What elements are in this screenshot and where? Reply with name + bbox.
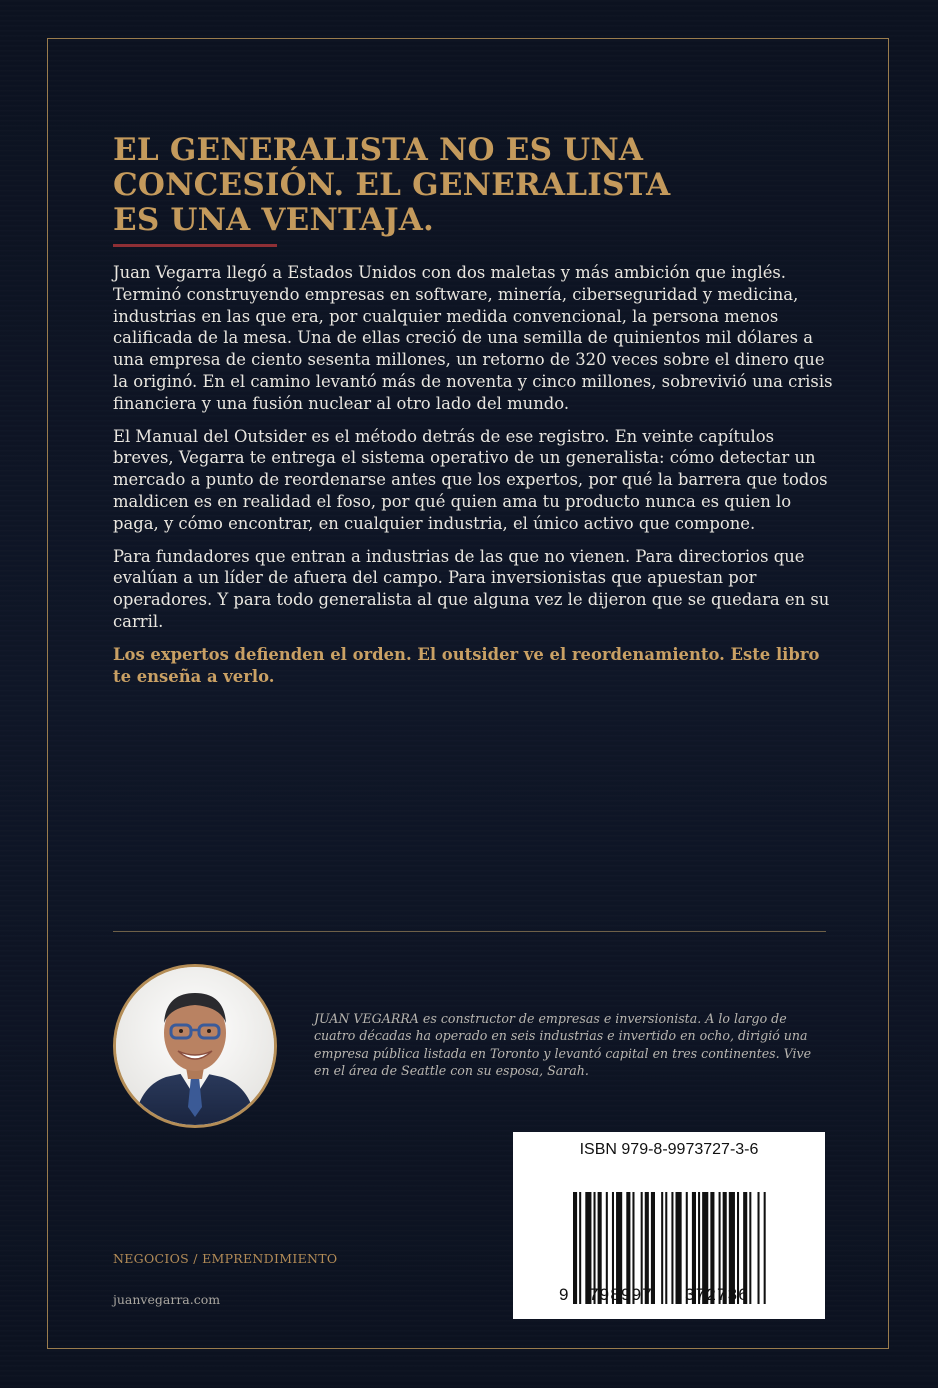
barcode-digits-right: 372736 — [685, 1285, 749, 1304]
blurb-paragraph-3: Para fundadores que entran a industrias de las que no vienen. Para directorios que evalúan a un líder de afuera del campo. Para inversionistas que apuestan por operadores. Y para todo generalista al que alguna vez le dijeron que se quedara en su carril. — [113, 546, 830, 631]
blurb-paragraph-2: El Manual del Outsider es el método detrás de ese registro. En veinte capítulos breves, Vegarra te entrega el sistema operativo de un generalista: cómo detectar un mercado a punto de reordenarse antes que los expertos, por qué la barrera que todos maldicen es en realidad el foso, por qué quien ama tu producto nunca es quien lo paga, y cómo encontrar, en cualquier industria, el único activo que compone. — [113, 426, 828, 533]
barcode-bar — [671, 1192, 673, 1304]
barcode-bar — [764, 1192, 766, 1304]
headline-line-3: ES UNA VENTAJA. — [113, 202, 434, 238]
headline-accent-rule — [113, 244, 277, 247]
blurb-closing: Los expertos defienden el orden. El outsider ve el reordenamiento. Este libro te enseña a verlo. — [113, 644, 820, 686]
barcode-bar — [665, 1192, 667, 1304]
barcode-bar — [661, 1192, 663, 1304]
author-portrait — [113, 964, 277, 1128]
author-bio: JUAN VEGARRA es constructor de empresas e inversionista. A lo largo de cuatro décadas ha operado en seis industrias e invertido en ocho, dirigió una empresa pública listada en Toronto y levantó capital en tres continentes. Vive en el área de Seattle con su esposa, Sarah. — [314, 1011, 812, 1079]
headline — [113, 133, 833, 238]
headline-line-1: EL GENERALISTA NO ES UNA — [113, 132, 644, 168]
barcode-bar — [676, 1192, 682, 1304]
barcode-bar — [749, 1192, 751, 1304]
blurb-paragraph-1: Juan Vegarra llegó a Estados Unidos con dos maletas y más ambición que inglés. Terminó construyendo empresas en software, minería, ciberseguridad y medicina, industrias en las que era, por cualquier medida convencional, la persona menos calificada de la mesa. Una de ellas creció de una semilla de quinientos mil dólares a una empresa de ciento sesenta millones, un retorno de 320 veces sobre el dinero que la originó. En el camino levantó más de noventa y cinco millones, sobrevivió una crisis financiera y una fusión nuclear al otro lado del mundo. — [113, 263, 833, 413]
section-divider — [113, 931, 826, 932]
barcode-bar — [579, 1192, 581, 1304]
blurb — [113, 262, 833, 698]
barcode-digits-left: 798997 — [589, 1285, 653, 1304]
barcode-digit-lead: 9 — [559, 1285, 569, 1304]
isbn-barcode — [513, 1132, 825, 1319]
isbn-label: ISBN 979-8-9973727-3-6 — [579, 1141, 759, 1158]
barcode-image — [513, 1132, 825, 1319]
author-portrait-image — [116, 967, 274, 1125]
barcode-bar — [573, 1192, 577, 1304]
barcode-bar — [758, 1192, 760, 1304]
genre-label: NEGOCIOS / EMPRENDIMIENTO — [113, 1251, 338, 1266]
website-link[interactable]: juanvegarra.com — [113, 1292, 221, 1307]
headline-line-2: CONCESIÓN. EL GENERALISTA — [113, 167, 671, 203]
